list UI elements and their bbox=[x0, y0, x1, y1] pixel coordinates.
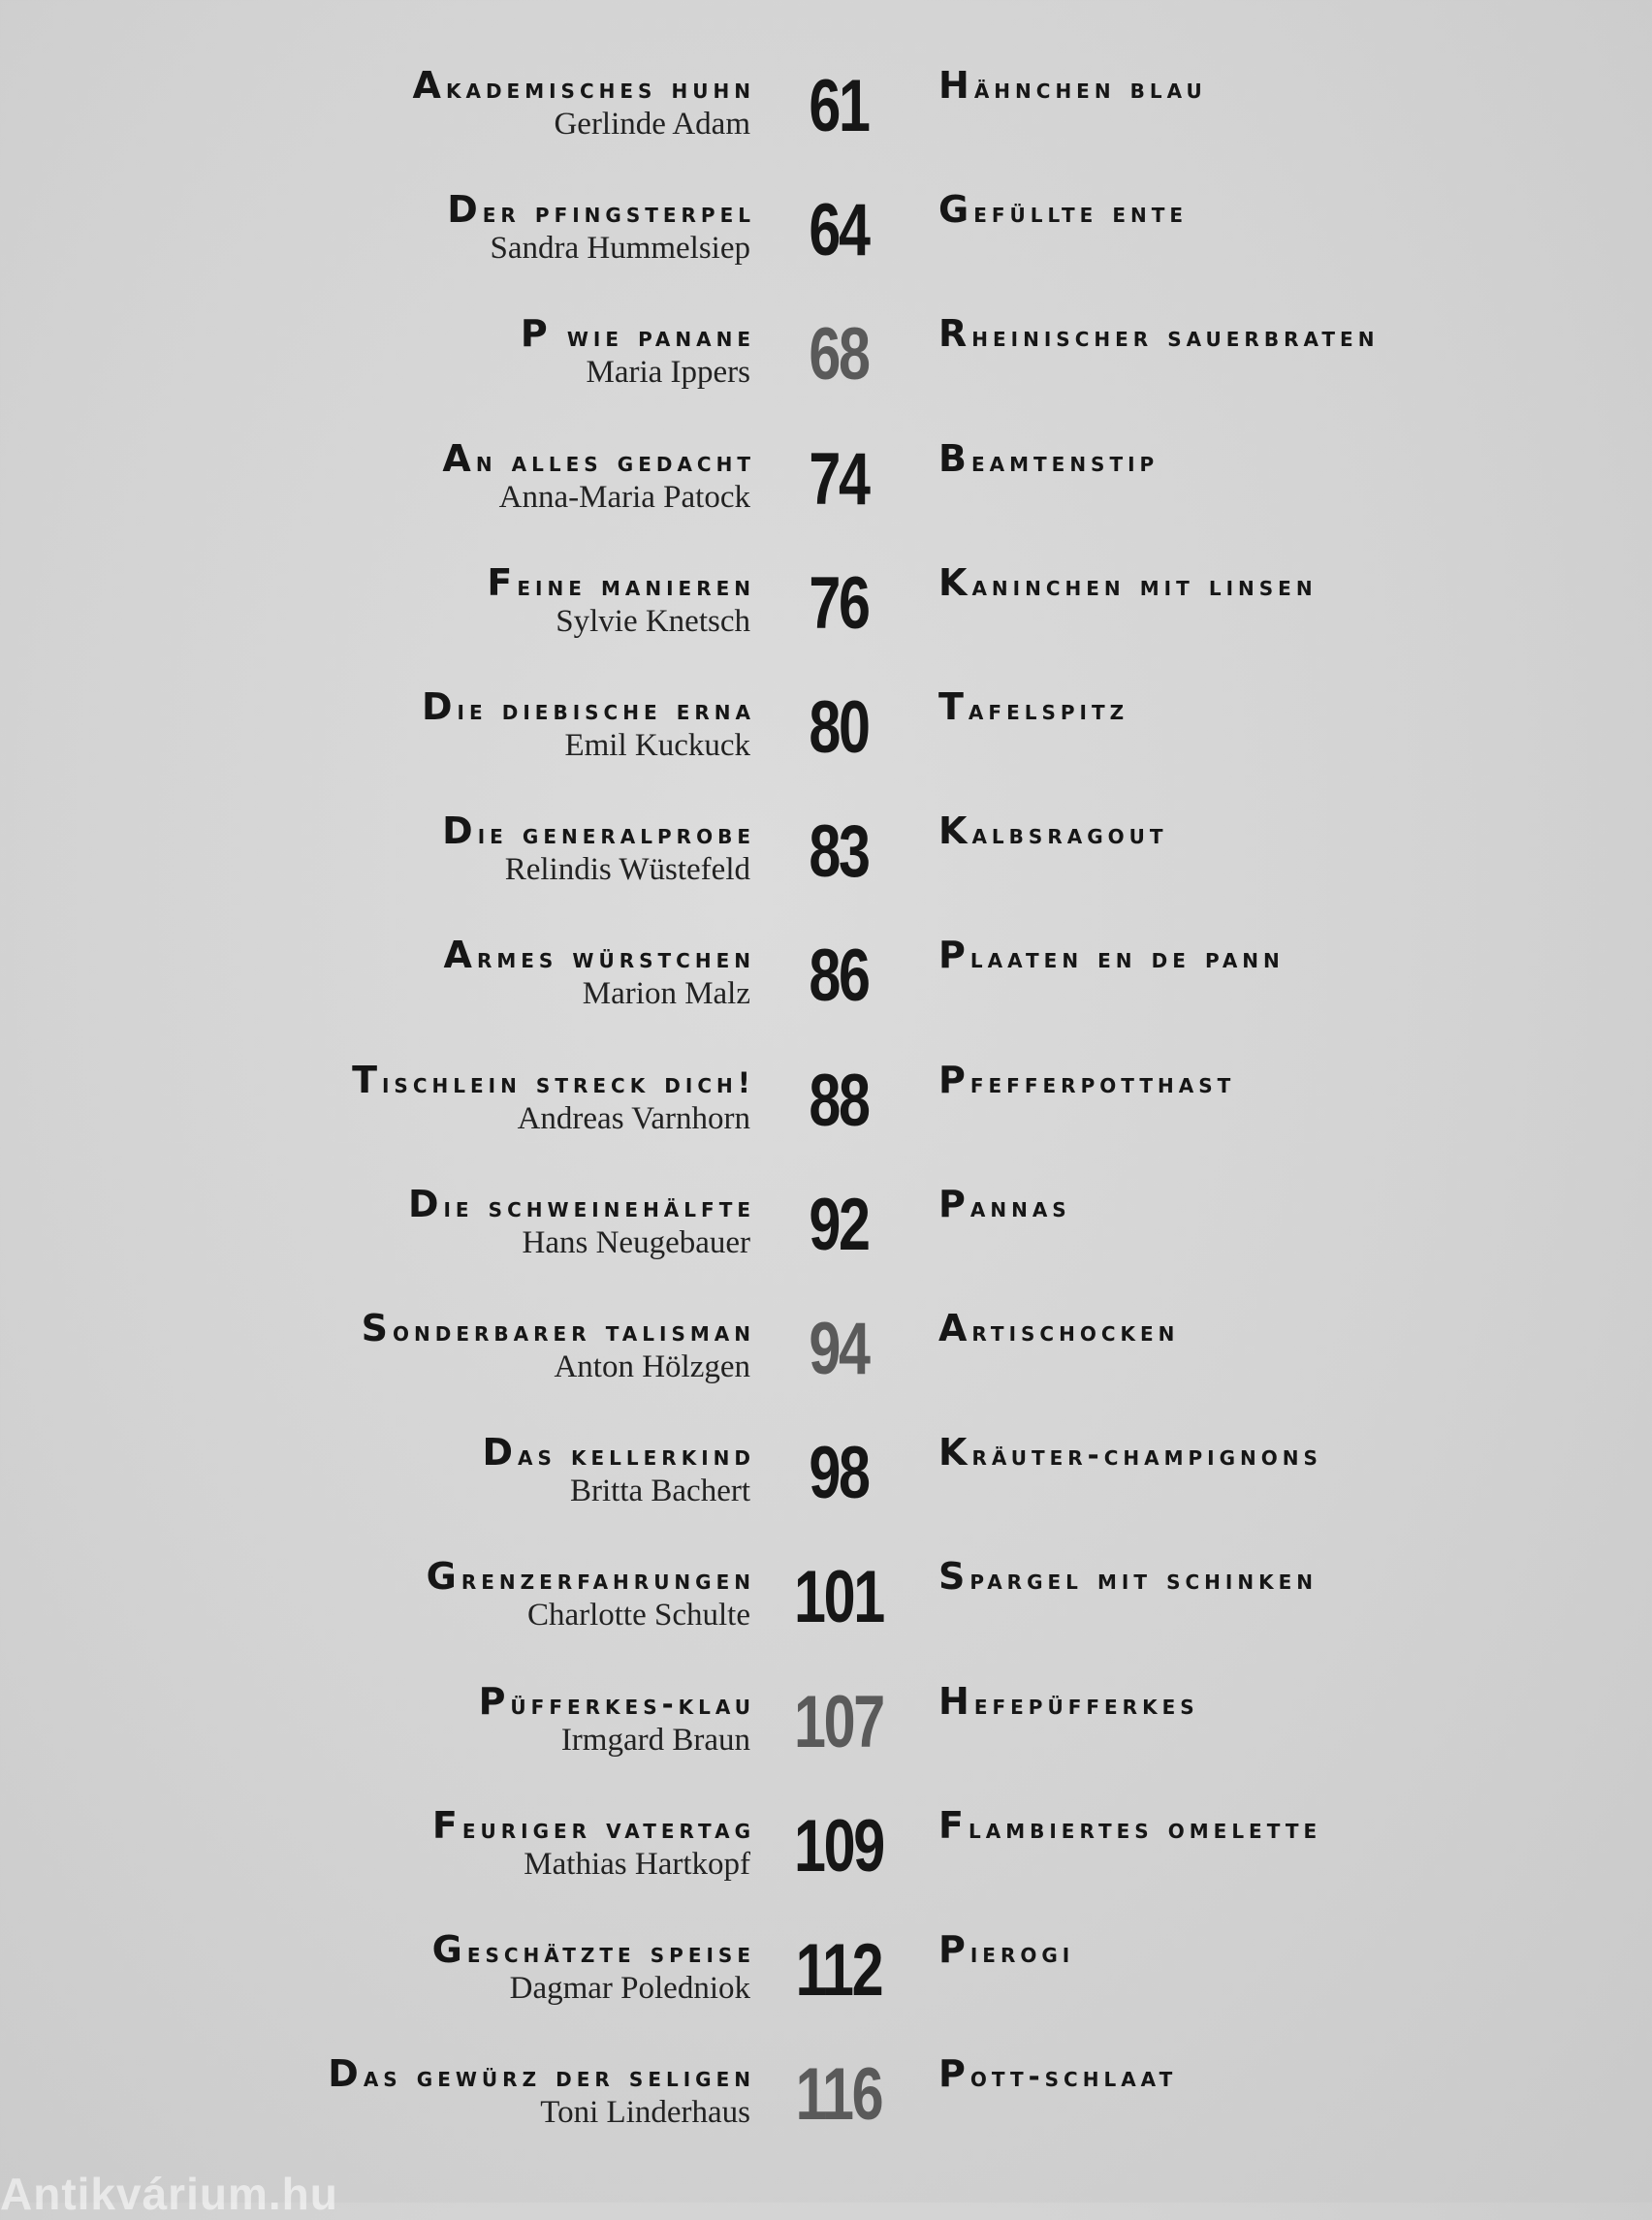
toc-entry bbox=[0, 560, 1652, 687]
recipe-title: beamtenstip bbox=[938, 436, 1160, 480]
recipe-title: hähnchen blau bbox=[938, 64, 1207, 107]
story-author: Hans Neugebauer bbox=[522, 1224, 750, 1260]
story-title: Tischlein streck dich! bbox=[352, 1058, 755, 1101]
story-title: Die schweinehälfte bbox=[407, 1182, 755, 1225]
story-title: P wie panane bbox=[520, 312, 755, 356]
page-number: 109 bbox=[794, 1804, 883, 1887]
page-number: 98 bbox=[809, 1432, 869, 1515]
toc-entry bbox=[0, 687, 1652, 811]
recipe-title: plaaten en de pann bbox=[938, 934, 1285, 977]
recipe-title: kräuter-champignons bbox=[938, 1431, 1322, 1475]
story-author: Charlotte Schulte bbox=[526, 1598, 750, 1633]
story-block bbox=[14, 312, 755, 391]
recipe-title: gefüllte ente bbox=[938, 188, 1189, 232]
page-number: 74 bbox=[809, 437, 869, 521]
story-block bbox=[14, 1679, 755, 1758]
recipe-title: pannas bbox=[938, 1182, 1071, 1225]
story-block bbox=[14, 1307, 755, 1384]
story-author: Gerlinde Adam bbox=[554, 107, 750, 142]
story-title: Der pfingsterpel bbox=[447, 188, 755, 232]
toc-entry bbox=[0, 1679, 1652, 1806]
story-block bbox=[14, 685, 755, 763]
story-title: Sonderbarer talisman bbox=[361, 1307, 755, 1349]
recipe-title: spargel mit schinken bbox=[938, 1555, 1318, 1599]
story-block bbox=[14, 436, 755, 515]
toc-entry bbox=[0, 811, 1652, 936]
page-number: 88 bbox=[809, 1059, 869, 1142]
story-block bbox=[14, 64, 755, 142]
story-author: Marion Malz bbox=[582, 976, 750, 1012]
recipe-title: pott-schlaat bbox=[938, 2052, 1178, 2096]
story-title: Die generalprobe bbox=[442, 809, 755, 853]
recipe-title: kalbsragout bbox=[938, 809, 1168, 853]
story-block bbox=[14, 1928, 755, 2006]
toc-entry bbox=[0, 1182, 1652, 1309]
recipe-title: flambiertes omelette bbox=[938, 1803, 1322, 1847]
story-author: Toni Linderhaus bbox=[540, 2095, 750, 2131]
toc-entry bbox=[0, 936, 1652, 1060]
story-block bbox=[14, 1182, 755, 1260]
story-block bbox=[14, 1803, 755, 1882]
story-title: An alles gedacht bbox=[442, 436, 755, 480]
story-block bbox=[14, 1555, 755, 1633]
page-number: 76 bbox=[809, 561, 869, 645]
page-number: 116 bbox=[795, 2053, 882, 2137]
page-number: 64 bbox=[809, 189, 869, 272]
toc-entry bbox=[0, 314, 1652, 438]
page-number: 68 bbox=[809, 313, 869, 396]
page-number: 80 bbox=[809, 686, 869, 769]
page-number: 94 bbox=[809, 1308, 869, 1390]
page-number: 86 bbox=[809, 935, 869, 1018]
story-title: Das gewürz der seligen bbox=[328, 2052, 755, 2096]
watermark-text: Antikvárium.hu bbox=[0, 2169, 338, 2219]
story-block bbox=[14, 934, 755, 1012]
story-author: Anton Hölzgen bbox=[554, 1349, 750, 1384]
story-author: Irmgard Braun bbox=[560, 1722, 750, 1758]
recipe-title: rheinischer sauerbraten bbox=[938, 312, 1380, 356]
story-block bbox=[14, 1058, 755, 1136]
story-author: Maria Ippers bbox=[586, 355, 750, 391]
story-title: Feine manieren bbox=[487, 560, 755, 604]
page-number: 101 bbox=[794, 1556, 883, 1639]
story-author: Emil Kuckuck bbox=[564, 728, 750, 763]
toc-entry bbox=[0, 1433, 1652, 1557]
story-block bbox=[14, 188, 755, 267]
story-title: Grenzerfahrungen bbox=[426, 1555, 755, 1599]
story-title: Geschätzte speise bbox=[431, 1928, 755, 1971]
story-author: Sylvie Knetsch bbox=[556, 603, 750, 639]
story-block bbox=[14, 560, 755, 639]
toc-entry bbox=[0, 66, 1652, 190]
story-author: Britta Bachert bbox=[569, 1474, 750, 1509]
recipe-title: pierogi bbox=[938, 1928, 1075, 1971]
toc-entry bbox=[0, 1803, 1652, 1930]
story-author: Sandra Hummelsiep bbox=[490, 231, 750, 267]
toc-entry bbox=[0, 1058, 1652, 1185]
page-number: 92 bbox=[809, 1183, 869, 1266]
story-title: Armes würstchen bbox=[443, 934, 755, 977]
toc-entry bbox=[0, 436, 1652, 563]
recipe-title: hefepüfferkes bbox=[938, 1679, 1199, 1723]
story-title: Akademisches huhn bbox=[412, 64, 755, 107]
story-block bbox=[14, 2052, 755, 2131]
page-number: 61 bbox=[809, 65, 869, 147]
toc-entry bbox=[0, 2054, 1652, 2178]
recipe-title: pfefferpotthast bbox=[938, 1058, 1236, 1101]
story-title: Püfferkes-klau bbox=[478, 1679, 755, 1723]
story-author: Relindis Wüstefeld bbox=[504, 852, 750, 888]
story-title: Das kellerkind bbox=[482, 1431, 755, 1475]
story-author: Mathias Hartkopf bbox=[524, 1846, 750, 1882]
page-number: 83 bbox=[809, 810, 869, 894]
story-title: Die diebische erna bbox=[422, 685, 755, 728]
recipe-title: artischocken bbox=[938, 1307, 1180, 1349]
recipe-title: tafelspitz bbox=[938, 685, 1129, 728]
toc-entry bbox=[0, 190, 1652, 314]
story-block bbox=[14, 809, 755, 888]
story-author: Anna-Maria Patock bbox=[498, 479, 750, 515]
toc-entry bbox=[0, 1930, 1652, 2054]
page-number: 112 bbox=[795, 1929, 882, 2012]
page-number: 107 bbox=[794, 1680, 883, 1763]
story-title: Feuriger vatertag bbox=[431, 1803, 755, 1847]
story-author: Dagmar Poledniok bbox=[509, 1971, 750, 2006]
recipe-title: kaninchen mit linsen bbox=[938, 560, 1318, 604]
toc-entry bbox=[0, 1309, 1652, 1433]
story-block bbox=[14, 1431, 755, 1509]
story-author: Andreas Varnhorn bbox=[517, 1100, 750, 1136]
toc-entry bbox=[0, 1557, 1652, 1681]
